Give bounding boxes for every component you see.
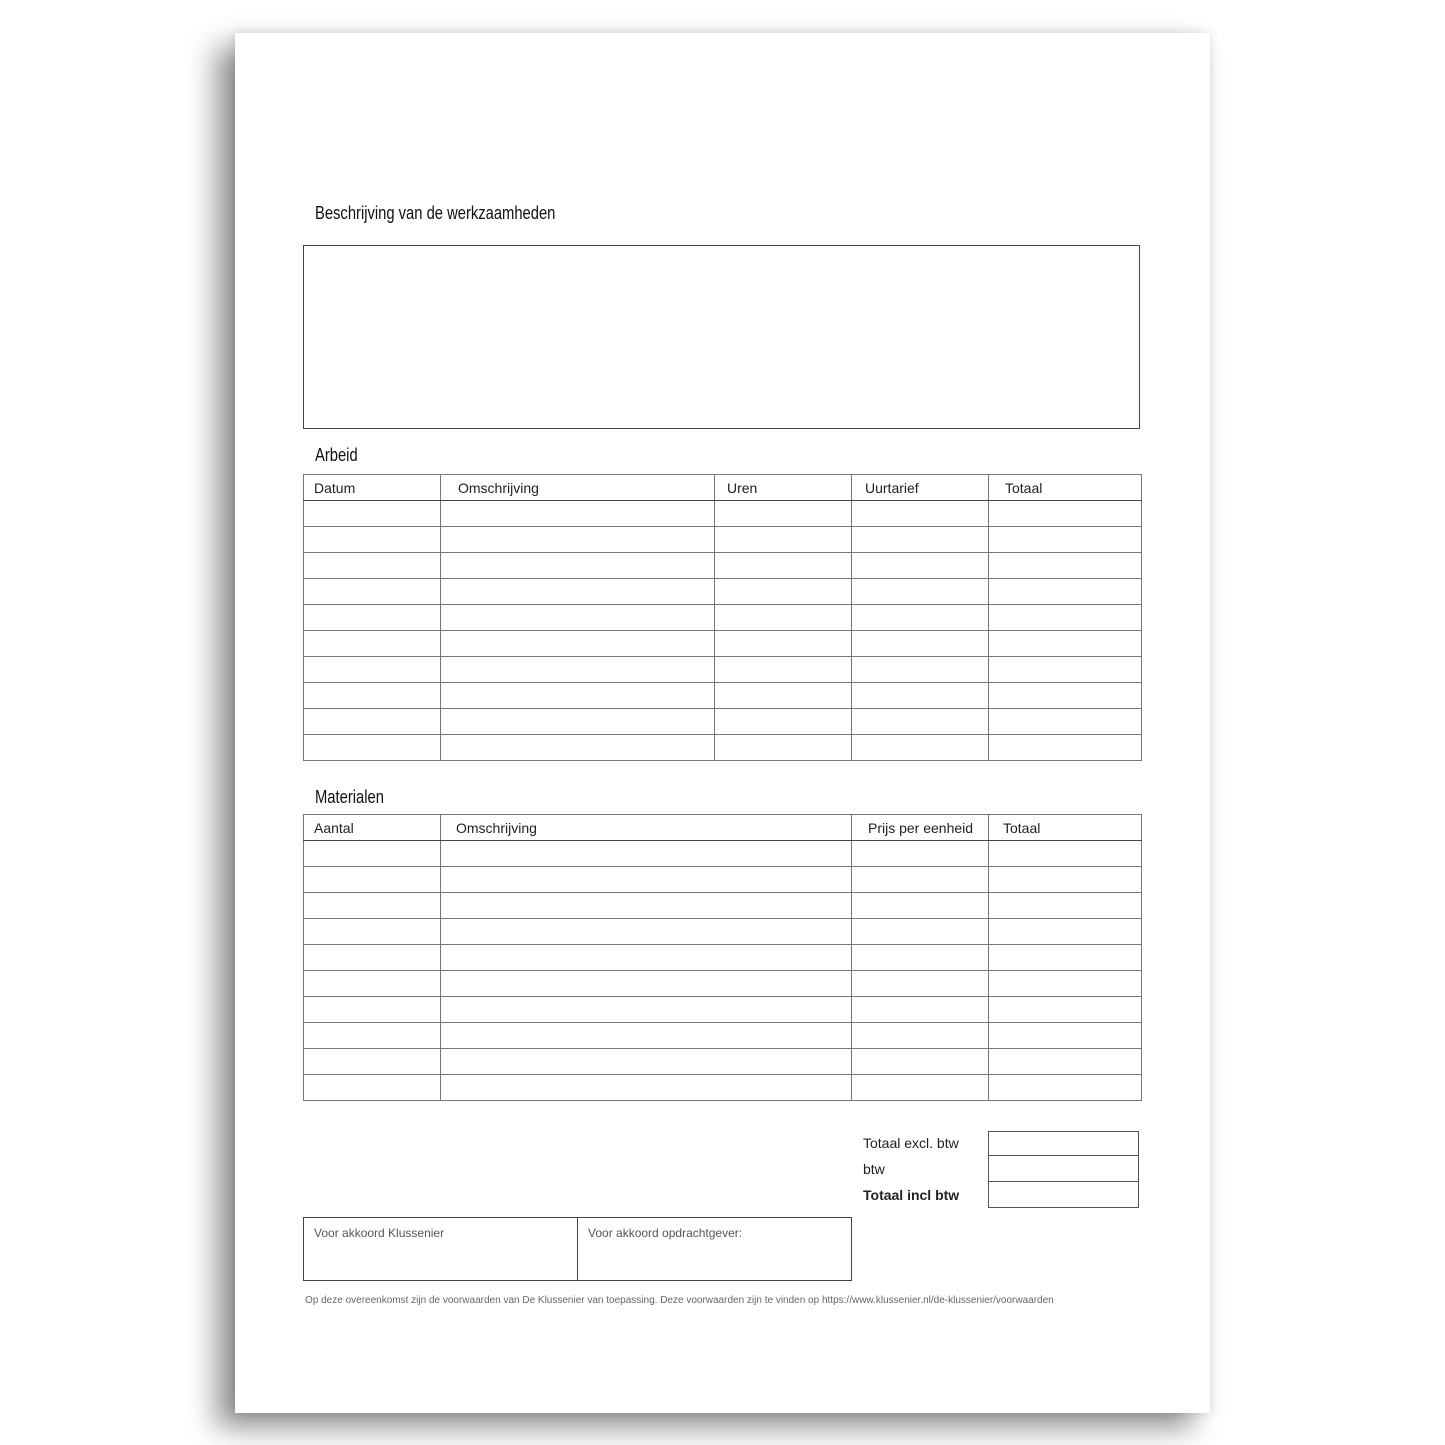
cell[interactable] xyxy=(715,735,852,761)
totals-block xyxy=(863,1130,1139,1208)
cell[interactable] xyxy=(441,605,715,631)
arbeid-heading: Arbeid xyxy=(315,445,358,465)
signature-opdrachtgever-label: Voor akkoord opdrachtgever: xyxy=(588,1226,743,1240)
cell[interactable] xyxy=(304,579,441,605)
cell[interactable] xyxy=(304,841,441,867)
cell[interactable] xyxy=(441,683,715,709)
materialen-table xyxy=(303,814,1142,1101)
cell[interactable] xyxy=(304,709,441,735)
cell[interactable] xyxy=(852,1049,989,1075)
cell[interactable] xyxy=(441,893,852,919)
cell[interactable] xyxy=(852,709,989,735)
cell[interactable] xyxy=(715,631,852,657)
cell[interactable] xyxy=(852,1075,989,1101)
cell[interactable] xyxy=(441,709,715,735)
cell[interactable] xyxy=(852,735,989,761)
cell[interactable] xyxy=(852,683,989,709)
totaal-incl-field[interactable] xyxy=(988,1182,1139,1208)
table-row xyxy=(304,657,1142,683)
cell[interactable] xyxy=(441,1075,852,1101)
cell[interactable] xyxy=(441,997,852,1023)
cell[interactable] xyxy=(715,579,852,605)
cell[interactable] xyxy=(989,1049,1142,1075)
materialen-heading: Materialen xyxy=(315,787,384,807)
cell[interactable] xyxy=(304,631,441,657)
col-totaal: Totaal xyxy=(989,815,1142,841)
cell[interactable] xyxy=(989,971,1142,997)
cell[interactable] xyxy=(715,709,852,735)
btw-row xyxy=(863,1156,1139,1182)
totaal-excl-row xyxy=(863,1130,1139,1156)
cell[interactable] xyxy=(715,605,852,631)
col-totaal: Totaal xyxy=(989,475,1142,501)
cell[interactable] xyxy=(304,657,441,683)
cell[interactable] xyxy=(989,527,1142,553)
cell[interactable] xyxy=(304,945,441,971)
cell[interactable] xyxy=(989,919,1142,945)
cell[interactable] xyxy=(715,501,852,527)
cell[interactable] xyxy=(989,735,1142,761)
table-row xyxy=(304,605,1142,631)
cell[interactable] xyxy=(304,867,441,893)
cell[interactable] xyxy=(989,553,1142,579)
footer-terms: Op deze overeenkomst zijn de voorwaarden van De Klussenier van toepassing. Deze voorwaarden zijn te vinden op https://www.klussenier.nl/de-klussenier/voorwaarden xyxy=(305,1295,1054,1306)
cell[interactable] xyxy=(989,1075,1142,1101)
col-aantal: Aantal xyxy=(304,815,441,841)
cell[interactable] xyxy=(304,527,441,553)
cell[interactable] xyxy=(715,527,852,553)
cell[interactable] xyxy=(441,1049,852,1075)
col-omschrijving: Omschrijving xyxy=(441,815,852,841)
cell[interactable] xyxy=(441,867,852,893)
totaal-incl-label: Totaal incl btw xyxy=(863,1187,960,1203)
table-row xyxy=(304,971,1142,997)
table-row xyxy=(304,841,1142,867)
table-row xyxy=(304,631,1142,657)
cell[interactable] xyxy=(852,919,989,945)
cell[interactable] xyxy=(441,631,715,657)
cell[interactable] xyxy=(989,945,1142,971)
table-row xyxy=(304,1023,1142,1049)
cell[interactable] xyxy=(441,919,852,945)
table-row xyxy=(304,867,1142,893)
cell[interactable] xyxy=(304,1049,441,1075)
cell[interactable] xyxy=(441,841,852,867)
cell[interactable] xyxy=(852,657,989,683)
cell[interactable] xyxy=(441,527,715,553)
cell[interactable] xyxy=(852,867,989,893)
cell[interactable] xyxy=(441,971,852,997)
arbeid-header-row xyxy=(304,475,1142,501)
cell[interactable] xyxy=(989,501,1142,527)
table-row xyxy=(304,709,1142,735)
materialen-header-row xyxy=(304,815,1142,841)
btw-label: btw xyxy=(863,1161,885,1177)
cell[interactable] xyxy=(715,683,852,709)
cell[interactable] xyxy=(304,553,441,579)
cell[interactable] xyxy=(989,605,1142,631)
cell[interactable] xyxy=(989,709,1142,735)
cell[interactable] xyxy=(304,971,441,997)
cell[interactable] xyxy=(304,997,441,1023)
cell[interactable] xyxy=(304,1075,441,1101)
btw-field[interactable] xyxy=(988,1156,1139,1182)
cell[interactable] xyxy=(989,683,1142,709)
signature-klussenier-label: Voor akkoord Klussenier xyxy=(314,1226,445,1240)
table-row xyxy=(304,997,1142,1023)
description-box[interactable] xyxy=(303,245,1140,429)
cell[interactable] xyxy=(852,945,989,971)
table-row xyxy=(304,735,1142,761)
cell[interactable] xyxy=(441,553,715,579)
cell[interactable] xyxy=(989,657,1142,683)
signature-block xyxy=(303,1217,852,1281)
cell[interactable] xyxy=(852,893,989,919)
table-row xyxy=(304,919,1142,945)
cell[interactable] xyxy=(989,1023,1142,1049)
table-row xyxy=(304,553,1142,579)
cell[interactable] xyxy=(441,501,715,527)
table-row xyxy=(304,527,1142,553)
arbeid-table xyxy=(303,474,1142,761)
col-omschrijving: Omschrijving xyxy=(441,475,715,501)
cell[interactable] xyxy=(852,579,989,605)
cell[interactable] xyxy=(989,893,1142,919)
description-heading: Beschrijving van de werkzaamheden xyxy=(315,203,556,223)
table-row xyxy=(304,1075,1142,1101)
cell[interactable] xyxy=(989,997,1142,1023)
cell[interactable] xyxy=(441,735,715,761)
form-sheet xyxy=(235,33,1210,1413)
cell[interactable] xyxy=(989,579,1142,605)
cell[interactable] xyxy=(852,553,989,579)
cell[interactable] xyxy=(304,1023,441,1049)
totaal-incl-row xyxy=(863,1182,1139,1208)
cell[interactable] xyxy=(304,893,441,919)
signature-klussenier[interactable] xyxy=(304,1218,577,1280)
cell[interactable] xyxy=(304,605,441,631)
cell[interactable] xyxy=(852,997,989,1023)
cell[interactable] xyxy=(304,683,441,709)
cell[interactable] xyxy=(441,1023,852,1049)
totaal-excl-field[interactable] xyxy=(988,1131,1139,1156)
table-row xyxy=(304,579,1142,605)
cell[interactable] xyxy=(852,605,989,631)
cell[interactable] xyxy=(715,553,852,579)
cell[interactable] xyxy=(852,1023,989,1049)
table-row xyxy=(304,501,1142,527)
cell[interactable] xyxy=(304,501,441,527)
cell[interactable] xyxy=(852,631,989,657)
cell[interactable] xyxy=(304,919,441,945)
table-row xyxy=(304,945,1142,971)
table-row xyxy=(304,1049,1142,1075)
signature-opdrachtgever[interactable] xyxy=(577,1218,851,1280)
cell[interactable] xyxy=(852,501,989,527)
table-row xyxy=(304,893,1142,919)
table-row xyxy=(304,683,1142,709)
col-uren: Uren xyxy=(715,475,852,501)
cell[interactable] xyxy=(441,945,852,971)
cell[interactable] xyxy=(715,657,852,683)
cell[interactable] xyxy=(441,657,715,683)
col-uurtarief: Uurtarief xyxy=(852,475,989,501)
totaal-excl-label: Totaal excl. btw xyxy=(863,1135,959,1151)
cell[interactable] xyxy=(304,735,441,761)
cell[interactable] xyxy=(852,971,989,997)
col-prijs-per-eenheid: Prijs per eenheid xyxy=(852,815,989,841)
col-datum: Datum xyxy=(304,475,441,501)
cell[interactable] xyxy=(989,867,1142,893)
cell[interactable] xyxy=(441,579,715,605)
cell[interactable] xyxy=(989,841,1142,867)
cell[interactable] xyxy=(852,527,989,553)
cell[interactable] xyxy=(989,631,1142,657)
cell[interactable] xyxy=(852,841,989,867)
